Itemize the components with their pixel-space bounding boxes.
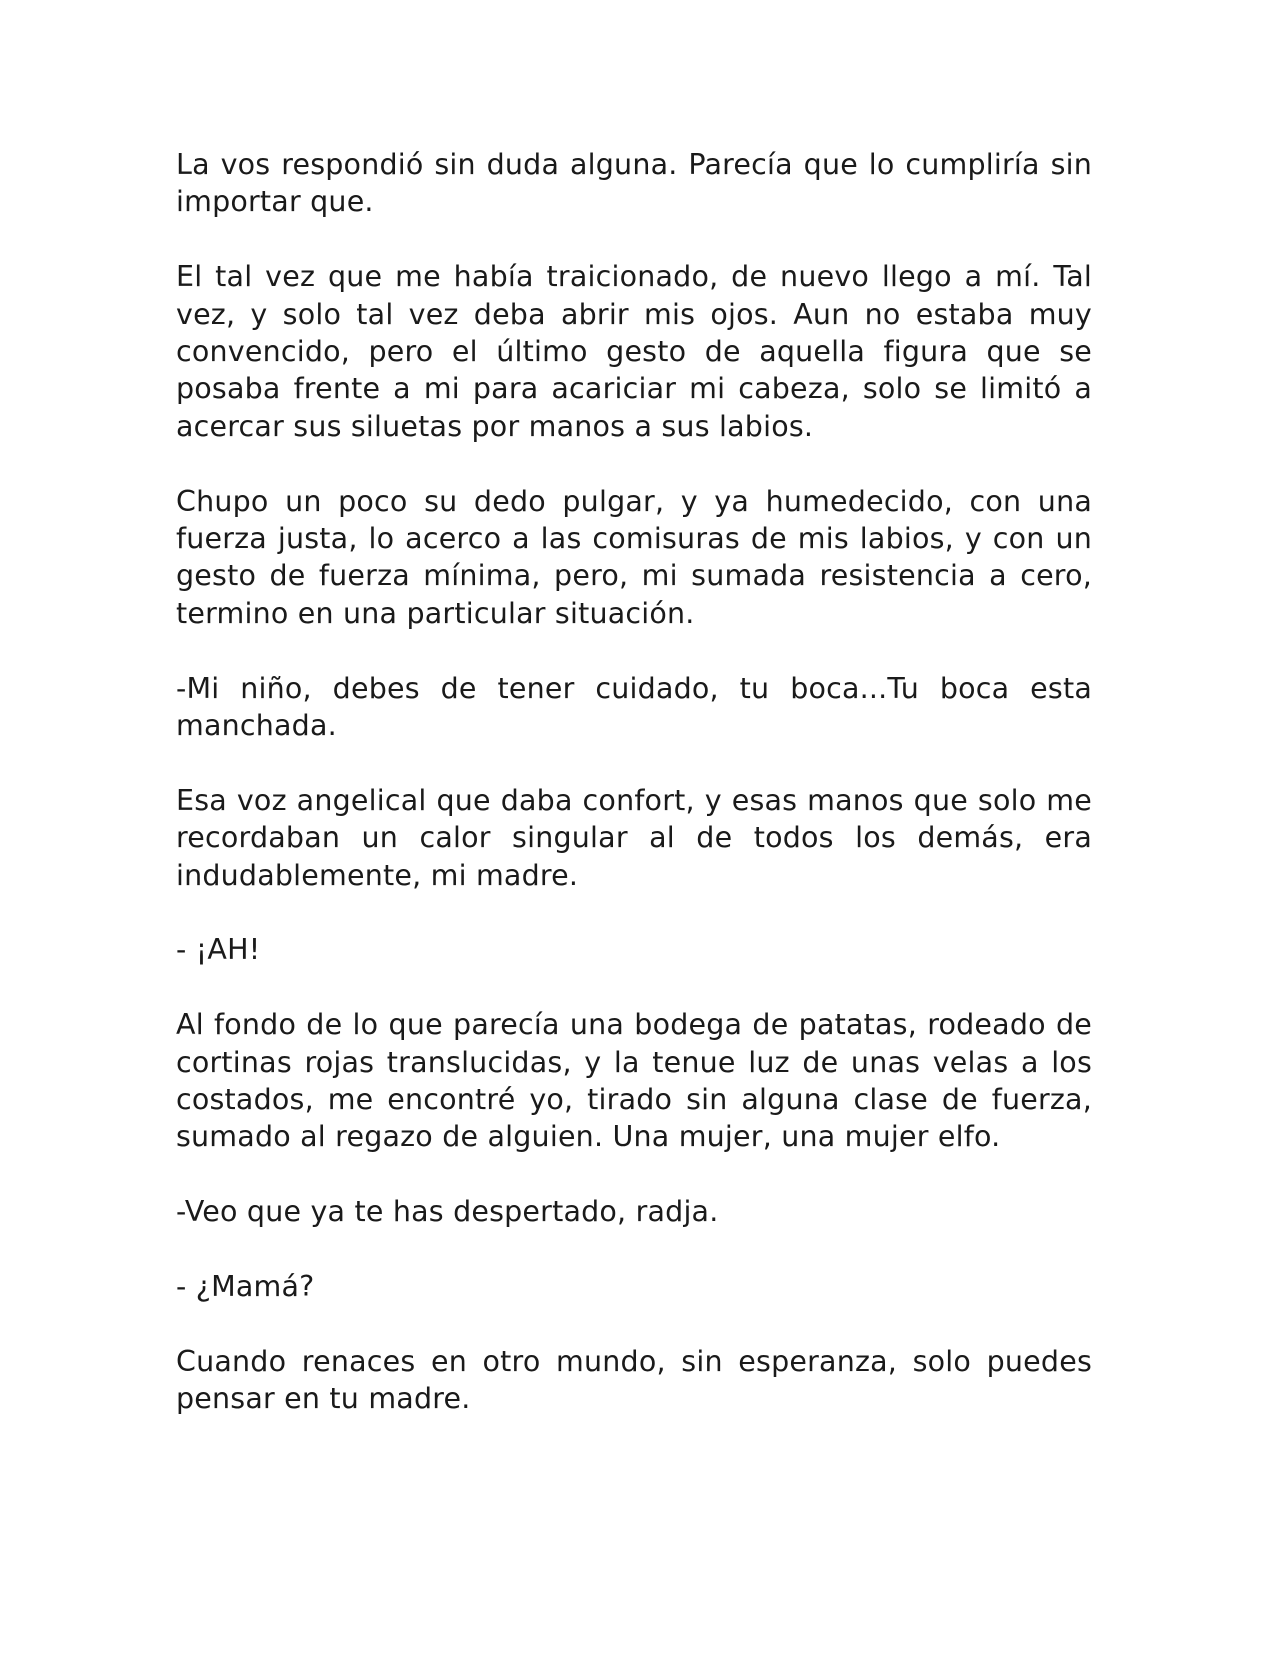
paragraph: El tal vez que me había traicionado, de nuevo llego a mí. Tal vez, y solo tal vez deba abrir mis ojos. Aun no estaba muy convencido, pero el último gesto de aquella figura que se posaba frente a mi para acariciar mi cabeza, solo se limitó a acercar sus siluetas por manos a sus labios. — [176, 260, 1092, 443]
dialogue-line: - ¡AH! — [176, 933, 261, 967]
paragraph: Chupo un poco su dedo pulgar, y ya humedecido, con una fuerza justa, lo acerco a las comisuras de mis labios, y con un gesto de fuerza mínima, pero, mi sumada resistencia a cero, termino en una particular situación. — [176, 484, 1092, 630]
dialogue-line: -Mi niño, debes de tener cuidado, tu boca...Tu boca esta manchada. — [176, 671, 1092, 743]
dialogue-line: -Veo que ya te has despertado, radja. — [176, 1195, 719, 1229]
paragraph: Esa voz angelical que daba confort, y esas manos que solo me recordaban un calor singular al de todos los demás, era indudablemente, mi madre. — [176, 783, 1092, 892]
dialogue-line: - ¿Mamá? — [176, 1270, 315, 1304]
paragraph: Al fondo de lo que parecía una bodega de patatas, rodeado de cortinas rojas translucidas, y la tenue luz de unas velas a los costados, me encontré yo, tirado sin alguna clase de fuerza, sumado al regazo de alguien. Una mujer, una mujer elfo. — [176, 1008, 1092, 1154]
paragraph: Cuando renaces en otro mundo, sin esperanza, solo puedes pensar en tu madre. — [176, 1344, 1092, 1416]
body-text — [176, 146, 1092, 1455]
paragraph: La vos respondió sin duda alguna. Parecía que lo cumpliría sin importar que. — [176, 148, 1092, 219]
